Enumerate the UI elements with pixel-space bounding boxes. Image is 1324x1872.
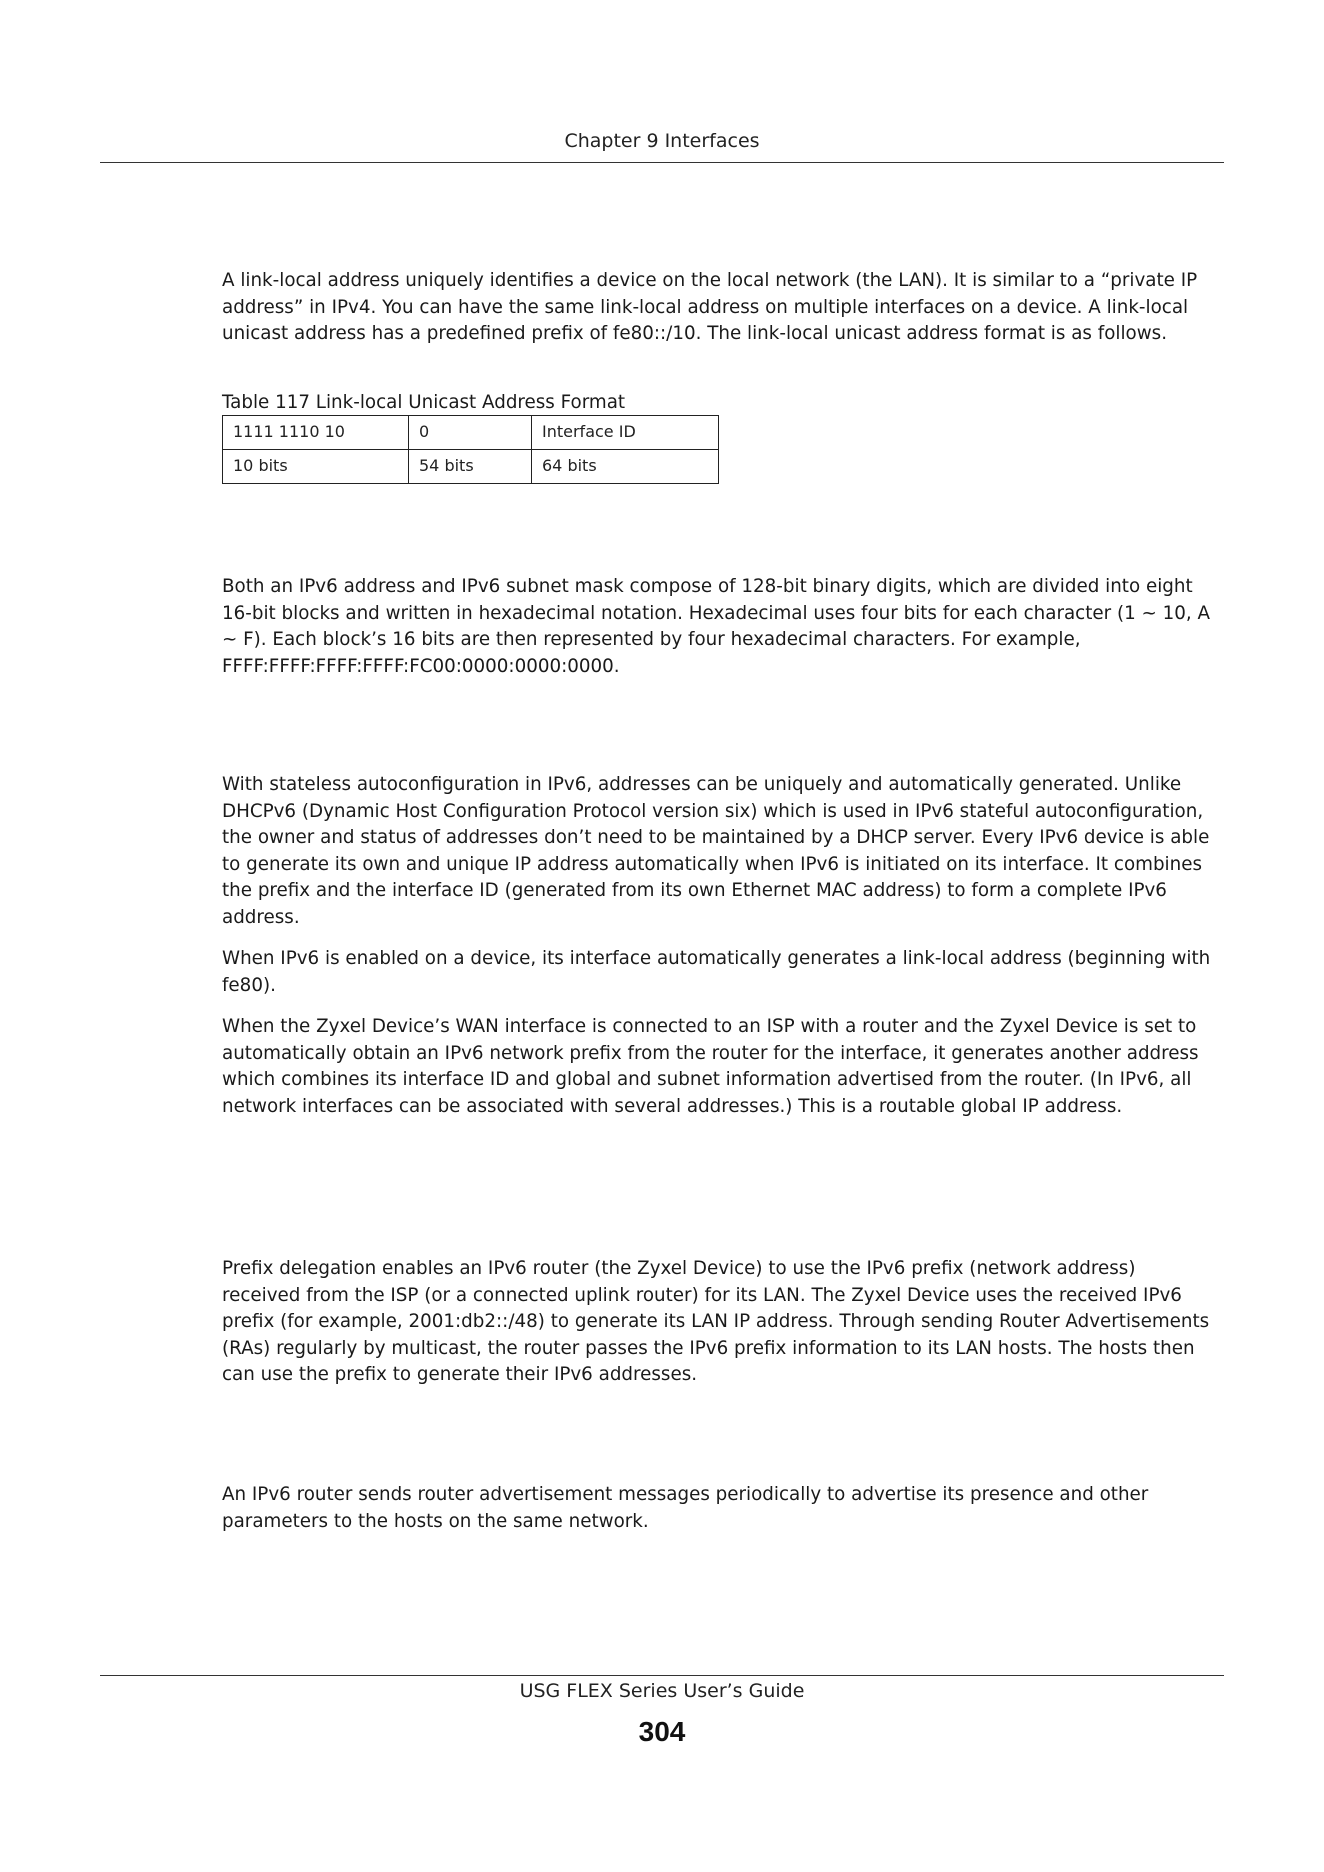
table-row: [223, 450, 719, 484]
stateless-paragraph-3: When the Zyxel Device’s WAN interface is connected to an ISP with a router and the Zyxel Device is set to automatically obtain an IPv6 network prefix from the router for the interface, it generates another address which combines its interface ID and global and subnet information advertised from the router. (In IPv6, all network interfaces can be associated with several addresses.) This is a routable global IP address.: [222, 1016, 1199, 1117]
link-local-format-table: [222, 415, 719, 484]
page-number: 304: [638, 1716, 686, 1747]
table-cell: 0: [409, 416, 532, 450]
table-cell: 1111 1110 10: [223, 416, 409, 450]
table-row: [223, 416, 719, 450]
subnet-mask-paragraph: Both an IPv6 address and IPv6 subnet mask compose of 128-bit binary digits, which are divided into eight 16-bit blocks and written in hexadecimal notation. Hexadecimal uses four bits for each character (1 ~ 10, A ~ F). Each block’s 16 bits are then represented by four hexadecimal characters. For example, FFFF:FFFF:FFFF:FFFF:FC00:0000:0000:0000.: [222, 576, 1211, 677]
header-rule: [100, 162, 1224, 163]
link-local-section: [222, 268, 1217, 348]
table-cell: 64 bits: [532, 450, 719, 484]
table-block: [222, 392, 1217, 484]
stateless-paragraph-1: With stateless autoconfiguration in IPv6, addresses can be uniquely and automatically generated. Unlike DHCPv6 (Dynamic Host Configuration Protocol version six) which is used in IPv6 stateful autoconfiguration, the owner and status of addresses don’t need to be maintained by a DHCP server. Every IPv6 device is able to generate its own and unique IP address automatically when IPv6 is initiated on its interface. It combines the prefix and the interface ID (generated from its own Ethernet MAC address) to form a complete IPv6 address.: [222, 774, 1210, 928]
chapter-header: Chapter 9 Interfaces: [564, 130, 760, 152]
subnet-mask-section: [222, 574, 1217, 680]
router-advertisement-section: [222, 1482, 1217, 1535]
table-cell: 54 bits: [409, 450, 532, 484]
stateless-autoconfig-section: [222, 772, 1217, 1120]
table-caption: Table 117 Link-local Unicast Address Format: [222, 392, 626, 413]
footer-rule: [100, 1675, 1224, 1676]
link-local-paragraph: A link-local address uniquely identifies a device on the local network (the LAN). It is similar to a “private IP address” in IPv4. You can have the same link-local address on multiple interfaces on a device. A link-local unicast address has a predefined prefix of fe80::/10. The link-local unicast address format is as follows.: [222, 270, 1198, 344]
prefix-delegation-paragraph: Prefix delegation enables an IPv6 router (the Zyxel Device) to use the IPv6 prefix (network address) received from the ISP (or a connected uplink router) for its LAN. The Zyxel Device uses the received IPv6 prefix (for example, 2001:db2::/48) to generate its LAN IP address. Through sending Router Advertisements (RAs) regularly by multicast, the router passes the IPv6 prefix information to its LAN hosts. The hosts then can use the prefix to generate their IPv6 addresses.: [222, 1258, 1210, 1385]
footer-guide-title: USG FLEX Series User’s Guide: [519, 1680, 805, 1702]
router-advertisement-paragraph: An IPv6 router sends router advertisement messages periodically to advertise its presence and other parameters to the hosts on the same network.: [222, 1484, 1149, 1532]
prefix-delegation-section: [222, 1256, 1217, 1389]
stateless-paragraph-2: When IPv6 is enabled on a device, its interface automatically generates a link-local address (beginning with fe80).: [222, 948, 1211, 996]
table-cell: 10 bits: [223, 450, 409, 484]
table-cell: Interface ID: [532, 416, 719, 450]
